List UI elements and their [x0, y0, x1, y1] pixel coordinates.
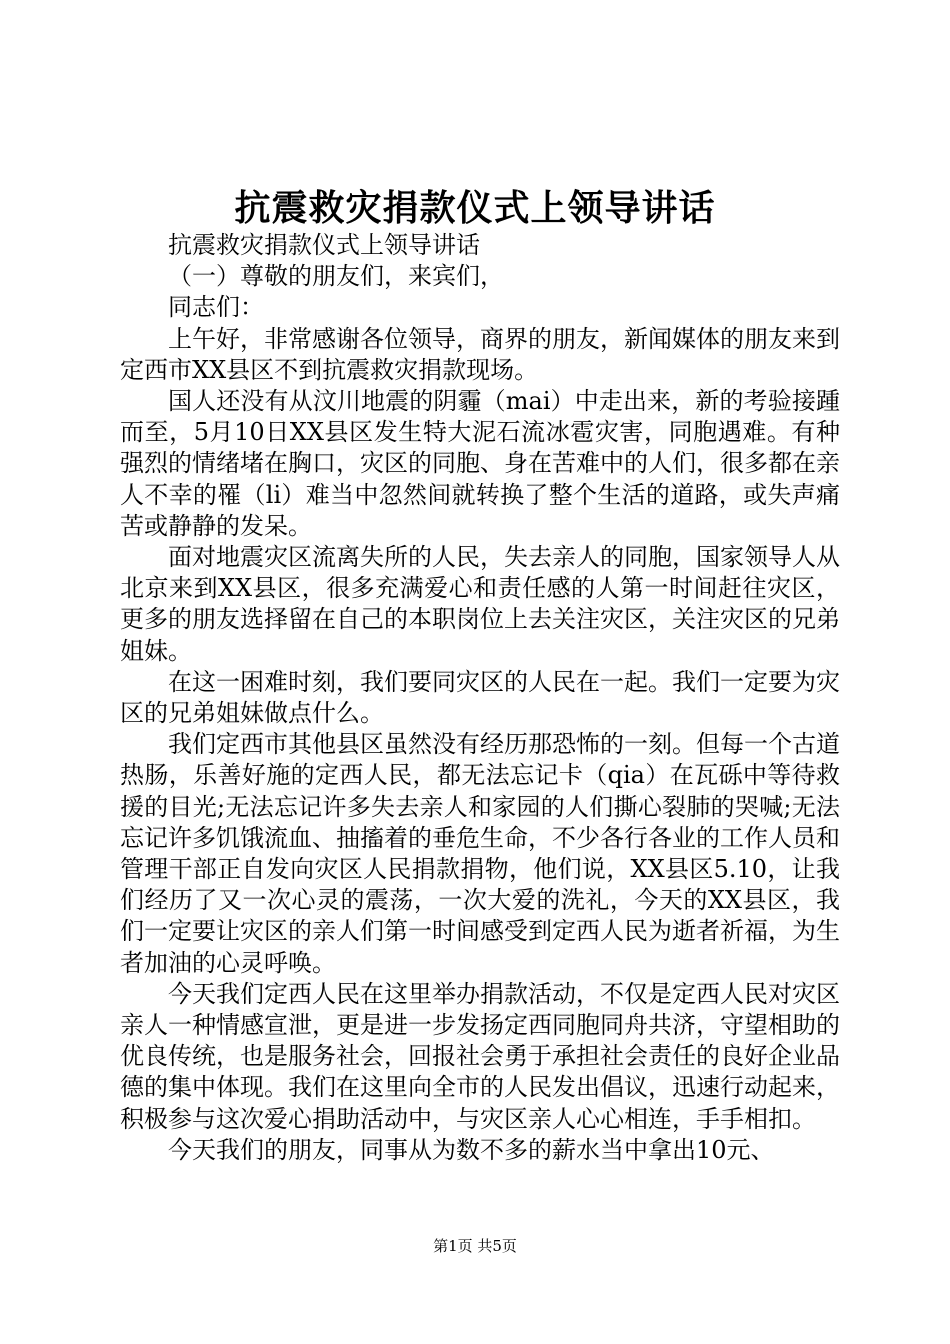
page-footer: 第1页 共5页: [433, 1237, 517, 1255]
paragraph-together: 在这一困难时刻，我们要同灾区的人民在一起。我们一定要为灾区的兄弟姐妹做点什么。: [120, 667, 840, 728]
document-title: 抗震救灾捐款仪式上领导讲话: [234, 187, 716, 229]
paragraph-salutation: （一）尊敬的朋友们，来宾们，: [168, 262, 504, 291]
paragraph-greeting: 上午好，非常感谢各位领导，商界的朋友，新闻媒体的朋友来到定西市XX县区不到抗震救灾捐款现场。: [120, 324, 840, 384]
document-body: [120, 230, 840, 1166]
paragraph-dingxi-people: 我们定西市其他县区虽然没有经历那恐怖的一刻。但每一个古道热肠，乐善好施的定西人民，都无法忘记卡（qia）在瓦砾中等待救援的目光;无法忘记许多失去亲人和家园的人们撕心裂肺的哭喊;无法忘记许多饥饿流血、抽搐着的垂危生命，不少各行各业的工作人员和管理干部正自发向灾区人民捐款捐物，他们说，XX县区5.10，让我们经历了又一次心灵的震荡，一次大爱的洗礼，今天的XX县区，我们一定要让灾区的亲人们第一时间感受到定西人民为逝者祈福，为生者加油的心灵呼唤。: [120, 730, 840, 977]
paragraph-colleagues: 今天我们的朋友，同事从为数不多的薪水当中拿出10元、: [168, 1135, 775, 1164]
paragraph-salutation-cont: 同志们：: [168, 293, 264, 322]
paragraph-response: 面对地震灾区流离失所的人民，失去亲人的同胞，国家领导人从北京来到XX县区，很多充满爱心和责任感的人第一时间赶往灾区，更多的朋友选择留在自己的本职岗位上去关注灾区，关注灾区的兄弟姐妹。: [120, 543, 840, 665]
paragraph-donation-event: 今天我们定西人民在这里举办捐款活动，不仅是定西人民对灾区亲人一种情感宣泄，更是进一步发扬定西同胞同舟共济，守望相助的优良传统，也是服务社会，回报社会勇于承担社会责任的良好企业品德的集中体现。我们在这里向全市的人民发出倡议，迅速行动起来，积极参与这次爱心捐助活动中，与灾区亲人心心相连，手手相扣。: [120, 979, 840, 1133]
paragraph-subtitle: 抗震救灾捐款仪式上领导讲话: [168, 231, 480, 259]
paragraph-disaster: 国人还没有从汶川地震的阴霾（mai）中走出来，新的考验接踵而至，5月10日XX县区发生特大泥石流冰雹灾害，同胞遇难。有种强烈的情绪堵在胸口，灾区的同胞、身在苦难中的人们，很多都在亲人不幸的罹（li）难当中忽然间就转换了整个生活的道路，或失声痛苦或静静的发呆。: [120, 387, 840, 540]
